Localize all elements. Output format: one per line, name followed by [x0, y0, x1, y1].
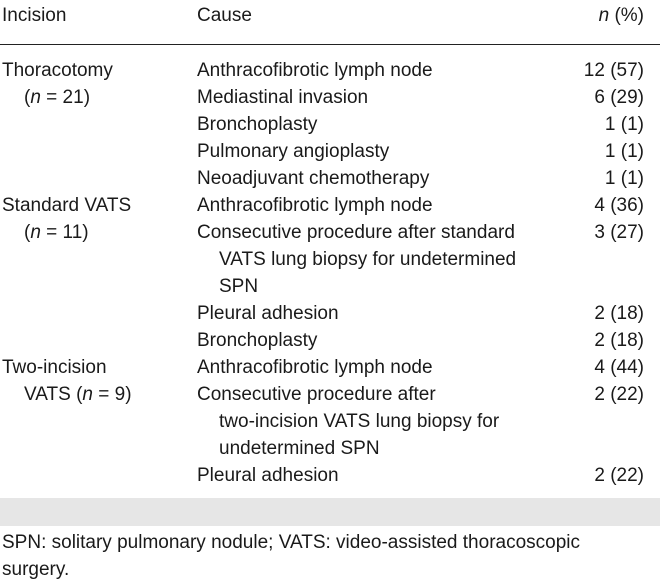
n-cell: 3 (27): [594, 222, 644, 243]
header-n-suffix: (%): [609, 5, 644, 26]
cause-cell: Consecutive procedure after: [197, 384, 436, 405]
cause-cell: Neoadjuvant chemotherapy: [197, 168, 430, 189]
cause-cell-cont: two-incision VATS lung biopsy for: [219, 411, 500, 432]
incision-label: Standard VATS: [2, 195, 132, 216]
header-incision: Incision: [2, 5, 67, 26]
cause-cell: Pleural adhesion: [197, 303, 339, 324]
n-cell: 2 (22): [594, 384, 644, 405]
cause-cell-cont: VATS lung biopsy for undetermined: [219, 249, 517, 270]
n-cell: 4 (36): [594, 195, 644, 216]
n-cell: 2 (18): [594, 330, 644, 351]
header-n-percent: [599, 2, 644, 29]
cause-cell: Mediastinal invasion: [197, 87, 369, 108]
n-cell: 1 (1): [604, 114, 644, 135]
header-n-italic: n: [598, 5, 610, 26]
header-cause: Cause: [197, 5, 252, 26]
cause-cell: Anthracofibrotic lymph node: [197, 357, 433, 378]
cause-cell: Anthracofibrotic lymph node: [197, 60, 433, 81]
cause-cell-cont: undetermined SPN: [219, 438, 380, 459]
cause-cell: Anthracofibrotic lymph node: [197, 195, 433, 216]
n-cell: 4 (44): [594, 357, 644, 378]
footnote: SPN: solitary pulmonary nodule; VATS: video-assisted thoracoscopic surgery.: [2, 532, 581, 580]
n-cell: 2 (22): [594, 465, 644, 486]
n-cell: 2 (18): [594, 303, 644, 324]
cause-cell: Consecutive procedure after standard: [197, 222, 515, 243]
incision-count: (n = 11): [24, 222, 89, 243]
footer-divider-band: [0, 498, 660, 526]
incision-count: VATS (n = 9): [24, 384, 132, 405]
incision-count: (n = 21): [24, 87, 91, 108]
cause-cell: Bronchoplasty: [197, 114, 318, 135]
cause-cell: Pulmonary angioplasty: [197, 141, 390, 162]
cause-cell: Bronchoplasty: [197, 330, 318, 351]
n-cell: 12 (57): [583, 60, 644, 81]
n-cell: 1 (1): [604, 141, 644, 162]
incision-label: Thoracotomy: [2, 60, 113, 81]
header-rule: [0, 44, 660, 45]
cause-cell: Pleural adhesion: [197, 465, 339, 486]
n-cell: 6 (29): [594, 87, 644, 108]
n-cell: 1 (1): [604, 168, 644, 189]
cause-cell-cont: SPN: [219, 276, 259, 297]
incision-label: Two-incision: [2, 357, 107, 378]
table-header: [0, 0, 660, 44]
